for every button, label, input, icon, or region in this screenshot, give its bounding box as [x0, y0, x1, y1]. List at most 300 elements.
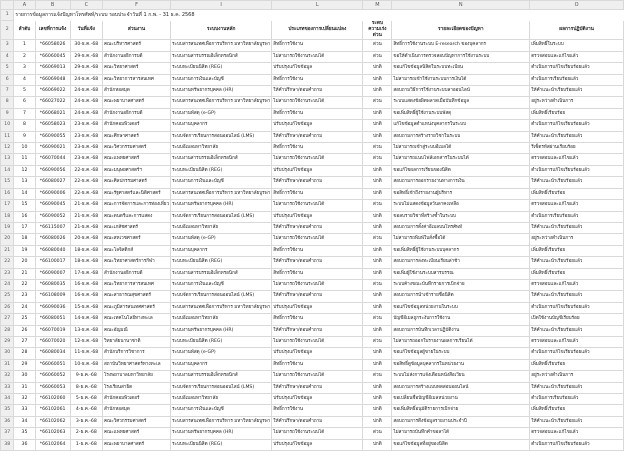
- table-cell[interactable]: 6: [14, 97, 35, 108]
- table-cell[interactable]: *66080051: [35, 314, 70, 325]
- row-header[interactable]: 12: [1, 143, 14, 154]
- table-cell[interactable]: 19: [14, 245, 35, 256]
- table-cell[interactable]: ระบบจัดการเรียนการสอนออนไลน์ (LMS): [171, 131, 272, 142]
- table-cell[interactable]: ปกติ: [363, 74, 392, 85]
- table-cell[interactable]: ด่วน: [363, 51, 392, 62]
- table-cell[interactable]: ปกติ: [363, 165, 392, 176]
- table-cell[interactable]: 3-ธ.ค.-68: [70, 416, 102, 427]
- table-cell[interactable]: คณะสหเวชศาสตร์: [102, 234, 170, 245]
- table-cell[interactable]: สถาบันวิทยาศาสตร์ทางทะเล: [102, 359, 170, 370]
- sheet-title[interactable]: รายการข้อมูลการแจ้งปัญหาโทรศัพท์/ระบบ รอบประจำวันที่ 1 ก.พ. - 31 ธ.ค. 2568: [14, 10, 624, 21]
- table-cell[interactable]: ดำเนินการเรียบร้อยแล้ว: [530, 211, 624, 222]
- table-cell[interactable]: 22: [14, 279, 35, 290]
- table-cell[interactable]: ขอเพิ่มสิทธิ์ผู้ใช้งานระบบพัสดุ: [392, 108, 530, 119]
- table-cell[interactable]: สิทธิ์การใช้งาน: [272, 188, 363, 199]
- table-cell[interactable]: ปกติ: [363, 120, 392, 131]
- table-cell[interactable]: ปรับปรุงแก้ไขข้อมูล: [272, 302, 363, 313]
- table-cell[interactable]: 10: [14, 143, 35, 154]
- table-cell[interactable]: ไม่สามารถเข้าใช้งานระบบการเงินได้: [392, 74, 530, 85]
- table-cell[interactable]: ปกติ: [363, 325, 392, 336]
- table-cell[interactable]: *66069022: [35, 86, 70, 97]
- table-cell[interactable]: ระบบไม่แสดงข้อมูลวันลาคงเหลือ: [392, 200, 530, 211]
- table-cell[interactable]: ให้คำแนะนำเรียบร้อยแล้ว: [530, 416, 624, 427]
- table-cell[interactable]: ด่วน: [363, 428, 392, 439]
- table-cell[interactable]: ขอแก้ไขข้อมูลหน่วยงานในระบบ: [392, 302, 530, 313]
- table-cell[interactable]: ปกติ: [363, 405, 392, 416]
- column-header[interactable]: C: [70, 1, 102, 10]
- table-cell[interactable]: ปกติ: [363, 211, 392, 222]
- table-cell[interactable]: 13-ธ.ค.-68: [70, 325, 102, 336]
- table-cell[interactable]: ไม่สามารถใช้งานระบบได้: [272, 51, 363, 62]
- table-cell[interactable]: สิทธิ์การใช้งาน: [272, 143, 363, 154]
- table-cell[interactable]: คณะการจัดการและการท่องเที่ยว: [102, 200, 170, 211]
- table-cell[interactable]: *66069013: [35, 63, 70, 74]
- table-cell[interactable]: ระบบงานสารบรรณอิเล็กทรอนิกส์: [171, 51, 272, 62]
- table-cell[interactable]: 21-ธ.ค.-68: [70, 211, 102, 222]
- table-cell[interactable]: ระบบงานบุคลากร: [171, 359, 272, 370]
- table-cell[interactable]: 16-ธ.ค.-68: [70, 291, 102, 302]
- table-cell[interactable]: 20-ธ.ค.-68: [70, 234, 102, 245]
- table-cell[interactable]: *66080026: [35, 234, 70, 245]
- table-cell[interactable]: ขอลบรายวิชาที่สร้างซ้ำในระบบ: [392, 211, 530, 222]
- table-cell[interactable]: ปกติ: [363, 188, 392, 199]
- table-cell[interactable]: 17-ธ.ค.-68: [70, 268, 102, 279]
- table-cell[interactable]: ดำเนินการแก้ไขเรียบร้อยแล้ว: [530, 302, 624, 313]
- table-cell[interactable]: ดำเนินการเรียบร้อยแล้ว: [530, 74, 624, 85]
- table-cell[interactable]: คณะมนุษยศาสตร์ฯ: [102, 165, 170, 176]
- table-cell[interactable]: ไม่สามารถใช้งานระบบได้: [272, 200, 363, 211]
- table-cell[interactable]: สำนักหอสมุด: [102, 405, 170, 416]
- table-cell[interactable]: ไม่สามารถใช้งานระบบได้: [272, 336, 363, 347]
- table-cell[interactable]: ปรับปรุงแก้ไขข้อมูล: [272, 439, 363, 450]
- table-cell[interactable]: ระบบงานสารบรรณอิเล็กทรอนิกส์: [171, 154, 272, 165]
- table-cell[interactable]: ระบบอีเมลมหาวิทยาลัย: [171, 222, 272, 233]
- row-header[interactable]: 25: [1, 291, 14, 302]
- table-cell[interactable]: *66102062: [35, 416, 70, 427]
- row-header[interactable]: 20: [1, 234, 14, 245]
- table-cell[interactable]: ดำเนินการแก้ไขเรียบร้อยแล้ว: [530, 439, 624, 450]
- header-cell[interactable]: ประเภทของการเปลี่ยนแปลง: [272, 21, 363, 40]
- table-cell[interactable]: สอบถามการสร้างแบบทดสอบออนไลน์: [392, 382, 530, 393]
- table-cell[interactable]: 27: [14, 336, 35, 347]
- table-cell[interactable]: 9: [14, 131, 35, 142]
- table-cell[interactable]: โรงเรียนสาธิต: [102, 382, 170, 393]
- table-cell[interactable]: *66027022: [35, 97, 70, 108]
- table-cell[interactable]: ให้คำปรึกษา/ตอบคำถาม: [272, 382, 363, 393]
- table-cell[interactable]: 8: [14, 120, 35, 131]
- table-cell[interactable]: ปกติ: [363, 63, 392, 74]
- table-cell[interactable]: เปิดใช้งานบัญชีเรียบร้อย: [530, 314, 624, 325]
- table-cell[interactable]: ปกติ: [363, 359, 392, 370]
- table-cell[interactable]: ปรับปรุงแก้ไขข้อมูล: [272, 348, 363, 359]
- table-cell[interactable]: *66100017: [35, 257, 70, 268]
- table-cell[interactable]: ไม่สามารถใช้งานระบบได้: [272, 154, 363, 165]
- table-cell[interactable]: 29: [14, 359, 35, 370]
- table-cell[interactable]: คณะแพทยศาสตร์: [102, 428, 170, 439]
- table-cell[interactable]: ปกติ: [363, 86, 392, 97]
- table-cell[interactable]: ไม่สามารถออกใบรายงานผลการเรียนได้: [392, 336, 530, 347]
- table-cell[interactable]: ระบบงานทรัพยากรบุคคล (HR): [171, 200, 272, 211]
- table-cell[interactable]: *66080034: [35, 348, 70, 359]
- table-cell[interactable]: 31: [14, 382, 35, 393]
- header-cell[interactable]: เลขที่การแจ้ง: [35, 21, 70, 40]
- table-cell[interactable]: 10-ธ.ค.-68: [70, 359, 102, 370]
- table-cell[interactable]: ระบบจัดการเรียนการสอนออนไลน์ (LMS): [171, 291, 272, 302]
- table-cell[interactable]: ระบบงานทรัพยากรบุคคล (HR): [171, 428, 272, 439]
- table-cell[interactable]: ระบบทะเบียนนิสิต (REG): [171, 336, 272, 347]
- table-cell[interactable]: ให้คำแนะนำเรียบร้อยแล้ว: [530, 131, 624, 142]
- table-cell[interactable]: *66060052: [35, 371, 70, 382]
- table-cell[interactable]: เพิ่มสิทธิ์เรียบร้อย: [530, 245, 624, 256]
- table-cell[interactable]: สิทธิ์การใช้งาน: [272, 108, 363, 119]
- table-cell[interactable]: 18-ธ.ค.-68: [70, 257, 102, 268]
- table-cell[interactable]: สิทธิ์การใช้งาน: [272, 40, 363, 51]
- table-cell[interactable]: 9-ธ.ค.-68: [70, 371, 102, 382]
- table-cell[interactable]: ขอให้ดำเนินการตรวจสอบปัญหาการใช้งานระบบ: [392, 51, 530, 62]
- table-cell[interactable]: 11: [14, 154, 35, 165]
- table-cell[interactable]: *66080040: [35, 245, 70, 256]
- table-cell[interactable]: บัญชีอีเมลถูกระงับการใช้งาน: [392, 314, 530, 325]
- table-cell[interactable]: ขอสิทธิ์ดูข้อมูลบุคลากรในหน่วยงาน: [392, 359, 530, 370]
- column-header[interactable]: A: [14, 1, 35, 10]
- table-cell[interactable]: ด่วน: [363, 97, 392, 108]
- table-cell[interactable]: ระบบสารสนเทศเพื่อการบริหาร มหาวิทยาลัยบูรพา: [171, 97, 272, 108]
- table-cell[interactable]: ไม่สามารถบันทึกคำขอลาได้: [392, 428, 530, 439]
- select-all-corner[interactable]: [1, 1, 14, 10]
- table-cell[interactable]: ด่วน: [363, 154, 392, 165]
- table-cell[interactable]: สอบถามการตั้งค่าอีเมลบนโทรศัพท์: [392, 222, 530, 233]
- table-cell[interactable]: *66090055: [35, 131, 70, 142]
- table-cell[interactable]: เพิ่มสิทธิ์เรียบร้อย: [530, 359, 624, 370]
- table-cell[interactable]: ขอเพิ่มสิทธิ์อนุมัติรายการเบิกจ่าย: [392, 405, 530, 416]
- table-cell[interactable]: คณะบริหารศาสตร์: [102, 40, 170, 51]
- table-cell[interactable]: 15-ธ.ค.-68: [70, 302, 102, 313]
- table-cell[interactable]: ดำเนินการเรียบร้อยแล้ว: [530, 394, 624, 405]
- table-cell[interactable]: คณะเทคโนโลยีทางทะเล: [102, 314, 170, 325]
- table-cell[interactable]: 29-ธ.ค.-68: [70, 51, 102, 62]
- table-cell[interactable]: คณะรัฐศาสตร์และนิติศาสตร์: [102, 188, 170, 199]
- row-header[interactable]: 2: [1, 21, 14, 40]
- row-header[interactable]: 38: [1, 439, 14, 450]
- row-header[interactable]: 6: [1, 74, 14, 85]
- table-cell[interactable]: คณะวิทยาศาสตร์: [102, 63, 170, 74]
- table-cell[interactable]: ให้คำปรึกษา/ตอบคำถาม: [272, 222, 363, 233]
- table-cell[interactable]: ให้คำปรึกษา/ตอบคำถาม: [272, 325, 363, 336]
- table-cell[interactable]: คณะวิทยาการสารสนเทศ: [102, 279, 170, 290]
- column-header[interactable]: O: [530, 1, 624, 10]
- table-cell[interactable]: ระบบอีเมลมหาวิทยาลัย: [171, 314, 272, 325]
- table-cell[interactable]: *66102060: [35, 394, 70, 405]
- table-cell[interactable]: 13: [14, 177, 35, 188]
- table-cell[interactable]: ระบบทะเบียนนิสิต (REG): [171, 257, 272, 268]
- table-cell[interactable]: 35: [14, 428, 35, 439]
- table-cell[interactable]: 17: [14, 222, 35, 233]
- table-cell[interactable]: ด่วน: [363, 336, 392, 347]
- table-cell[interactable]: สิทธิ์การใช้งาน: [272, 314, 363, 325]
- table-cell[interactable]: ปกติ: [363, 291, 392, 302]
- table-cell[interactable]: ขอสิทธิ์เข้าถึงรายงานผู้บริหาร: [392, 188, 530, 199]
- column-header[interactable]: N: [392, 1, 530, 10]
- table-cell[interactable]: ขอเปลี่ยนชื่อบัญชีอีเมลหน่วยงาน: [392, 394, 530, 405]
- table-cell[interactable]: ปรับปรุงแก้ไขข้อมูล: [272, 394, 363, 405]
- table-cell[interactable]: ปกติ: [363, 348, 392, 359]
- table-cell[interactable]: *66058026: [35, 40, 70, 51]
- table-cell[interactable]: ขอแก้ไขข้อมูลที่อยู่ของนิสิต: [392, 439, 530, 450]
- table-cell[interactable]: ตรวจสอบและแก้ไขแล้ว: [530, 51, 624, 62]
- column-header[interactable]: L: [272, 1, 363, 10]
- row-header[interactable]: 29: [1, 336, 14, 347]
- table-cell[interactable]: คณะวิศวกรรมศาสตร์: [102, 143, 170, 154]
- table-cell[interactable]: ระบบทะเบียนนิสิต (REG): [171, 439, 272, 450]
- table-cell[interactable]: ระบบจัดการเรียนการสอนออนไลน์ (LMS): [171, 382, 272, 393]
- table-cell[interactable]: ระบบงานสารบรรณอิเล็กทรอนิกส์: [171, 371, 272, 382]
- column-header[interactable]: M: [363, 1, 392, 10]
- table-cell[interactable]: *66060051: [35, 359, 70, 370]
- row-header[interactable]: 18: [1, 211, 14, 222]
- table-cell[interactable]: ระบบงานบุคลากร: [171, 120, 272, 131]
- row-header[interactable]: 3: [1, 40, 14, 51]
- table-cell[interactable]: แก้ไขข้อมูลตำแหน่งบุคลากรในระบบ: [392, 120, 530, 131]
- table-cell[interactable]: 5: [14, 86, 35, 97]
- table-cell[interactable]: ดำเนินการแก้ไขเรียบร้อยแล้ว: [530, 165, 624, 176]
- row-header[interactable]: 33: [1, 382, 14, 393]
- table-cell[interactable]: 23-ธ.ค.-68: [70, 120, 102, 131]
- table-cell[interactable]: เพิ่มสิทธิ์เรียบร้อย: [530, 268, 624, 279]
- table-cell[interactable]: สิทธิ์การใช้งาน: [272, 359, 363, 370]
- table-cell[interactable]: คณะพยาบาลศาสตร์: [102, 439, 170, 450]
- table-cell[interactable]: ระบบงานการเงินและบัญชี: [171, 74, 272, 85]
- table-cell[interactable]: ไม่สามารถแนบไฟล์เอกสารในระบบได้: [392, 154, 530, 165]
- column-header[interactable]: I: [171, 1, 272, 10]
- table-cell[interactable]: *66108009: [35, 291, 70, 302]
- row-header[interactable]: 35: [1, 405, 14, 416]
- table-cell[interactable]: ระบบทะเบียนนิสิต (REG): [171, 63, 272, 74]
- table-cell[interactable]: 24: [14, 302, 35, 313]
- table-cell[interactable]: ตรวจสอบและแก้ไขแล้ว: [530, 428, 624, 439]
- table-cell[interactable]: สอบถามวิธีการใช้งานระบบลาออนไลน์: [392, 86, 530, 97]
- table-cell[interactable]: ระบบทะเบียนนิสิต (REG): [171, 165, 272, 176]
- row-header[interactable]: 1: [1, 10, 14, 21]
- header-cell[interactable]: รายละเอียดของปัญหา: [392, 21, 530, 40]
- table-cell[interactable]: 23-ธ.ค.-68: [70, 143, 102, 154]
- header-cell[interactable]: ระบบงานหลัก: [171, 21, 272, 40]
- table-cell[interactable]: *66080027: [35, 177, 70, 188]
- table-cell[interactable]: ให้คำปรึกษา/ตอบคำถาม: [272, 291, 363, 302]
- table-cell[interactable]: อยู่ระหว่างดำเนินการ: [530, 234, 624, 245]
- table-cell[interactable]: 12: [14, 165, 35, 176]
- table-cell[interactable]: ตรวจสอบและแก้ไขแล้ว: [530, 336, 624, 347]
- table-cell[interactable]: *66090052: [35, 211, 70, 222]
- table-cell[interactable]: คณะสาธารณสุขศาสตร์: [102, 291, 170, 302]
- row-header[interactable]: 11: [1, 131, 14, 142]
- table-cell[interactable]: *66090021: [35, 143, 70, 154]
- table-cell[interactable]: *66115007: [35, 222, 70, 233]
- table-cell[interactable]: เพิ่มสิทธิ์ในระบบ: [530, 40, 624, 51]
- table-cell[interactable]: *66090006: [35, 188, 70, 199]
- table-cell[interactable]: เพิ่มสิทธิ์เรียบร้อย: [530, 405, 624, 416]
- row-header[interactable]: 7: [1, 86, 14, 97]
- table-cell[interactable]: ดำเนินการแก้ไขเรียบร้อยแล้ว: [530, 120, 624, 131]
- table-cell[interactable]: *66070019: [35, 325, 70, 336]
- table-cell[interactable]: 22-ธ.ค.-68: [70, 165, 102, 176]
- table-cell[interactable]: ระบบงานพัสดุ (e-GP): [171, 108, 272, 119]
- table-cell[interactable]: 23-ธ.ค.-68: [70, 131, 102, 142]
- table-cell[interactable]: ให้คำแนะนำเรียบร้อยแล้ว: [530, 86, 624, 97]
- table-cell[interactable]: ปกติ: [363, 222, 392, 233]
- table-cell[interactable]: 32: [14, 394, 35, 405]
- row-header[interactable]: 30: [1, 348, 14, 359]
- table-cell[interactable]: 8-ธ.ค.-68: [70, 382, 102, 393]
- row-header[interactable]: 17: [1, 200, 14, 211]
- table-cell[interactable]: 1-ธ.ค.-68: [70, 439, 102, 450]
- table-cell[interactable]: สอบถามการบันทึกเวลาปฏิบัติงาน: [392, 325, 530, 336]
- table-cell[interactable]: 25: [14, 314, 35, 325]
- table-cell[interactable]: สิทธิ์การใช้งาน: [272, 268, 363, 279]
- table-cell[interactable]: สอบถามการนำเข้ารายชื่อนิสิต: [392, 291, 530, 302]
- table-cell[interactable]: *66090036: [35, 302, 70, 313]
- table-cell[interactable]: ระบบไม่ส่งการแจ้งเตือนหนังสือเวียน: [392, 371, 530, 382]
- row-header[interactable]: 8: [1, 97, 14, 108]
- table-cell[interactable]: ด่วน: [363, 200, 392, 211]
- table-cell[interactable]: *66060045: [35, 51, 70, 62]
- table-cell[interactable]: คณะวิศวกรรมศาสตร์: [102, 416, 170, 427]
- table-cell[interactable]: *66070020: [35, 336, 70, 347]
- table-cell[interactable]: คณะโลจิสติกส์: [102, 245, 170, 256]
- row-header[interactable]: 15: [1, 177, 14, 188]
- table-cell[interactable]: ไม่สามารถใช้งานระบบได้: [272, 234, 363, 245]
- row-header[interactable]: 23: [1, 268, 14, 279]
- table-cell[interactable]: ระบบงานทรัพยากรบุคคล (HR): [171, 325, 272, 336]
- table-cell[interactable]: คณะพยาบาลศาสตร์: [102, 97, 170, 108]
- table-cell[interactable]: ไม่สามารถพิมพ์ใบสั่งซื้อได้: [392, 234, 530, 245]
- table-cell[interactable]: สอบถามการสร้างรายวิชาในระบบ: [392, 131, 530, 142]
- table-cell[interactable]: 22-ธ.ค.-68: [70, 188, 102, 199]
- table-cell[interactable]: ไม่สามารถใช้งานระบบได้: [272, 428, 363, 439]
- row-header[interactable]: 31: [1, 359, 14, 370]
- table-cell[interactable]: 3: [14, 63, 35, 74]
- table-cell[interactable]: ระบบงานทรัพยากรบุคคล (HR): [171, 86, 272, 97]
- row-header[interactable]: 22: [1, 257, 14, 268]
- table-cell[interactable]: ระบบงานพัสดุ (e-GP): [171, 234, 272, 245]
- table-cell[interactable]: สิทธิ์การใช้งาน: [272, 405, 363, 416]
- table-cell[interactable]: 2: [14, 51, 35, 62]
- table-cell[interactable]: สิทธิ์การใช้งานระบบ E-research ของบุคลากร: [392, 40, 530, 51]
- table-cell[interactable]: สิทธิ์การใช้งาน: [272, 74, 363, 85]
- row-header[interactable]: 5: [1, 63, 14, 74]
- table-cell[interactable]: 14: [14, 188, 35, 199]
- table-cell[interactable]: ปรับปรุงแก้ไขข้อมูล: [272, 165, 363, 176]
- table-cell[interactable]: *66080035: [35, 279, 70, 290]
- table-cell[interactable]: 18-ธ.ค.-68: [70, 245, 102, 256]
- table-cell[interactable]: 5-ธ.ค.-68: [70, 394, 102, 405]
- table-cell[interactable]: ขอแก้ไขข้อมูลผู้ขายในระบบ: [392, 348, 530, 359]
- table-cell[interactable]: ปกติ: [363, 177, 392, 188]
- table-cell[interactable]: ปกติ: [363, 439, 392, 450]
- table-cell[interactable]: คณะอัญมณี: [102, 325, 170, 336]
- table-cell[interactable]: ให้คำแนะนำเรียบร้อยแล้ว: [530, 257, 624, 268]
- column-header[interactable]: B: [35, 1, 70, 10]
- table-cell[interactable]: 20: [14, 257, 35, 268]
- table-cell[interactable]: ดำเนินการแก้ไขเรียบร้อยแล้ว: [530, 63, 624, 74]
- table-cell[interactable]: ไม่สามารถเข้าสู่ระบบอีเมลได้: [392, 143, 530, 154]
- table-cell[interactable]: ปรับปรุงแก้ไขข้อมูล: [272, 120, 363, 131]
- row-header[interactable]: 16: [1, 188, 14, 199]
- row-header[interactable]: 24: [1, 279, 14, 290]
- table-cell[interactable]: สอบถามการลงทะเบียนเรียนล่าช้า: [392, 257, 530, 268]
- table-cell[interactable]: สำนักงานอธิการบดี: [102, 268, 170, 279]
- table-cell[interactable]: 23: [14, 291, 35, 302]
- table-cell[interactable]: สำนักบริการวิชาการ: [102, 348, 170, 359]
- table-cell[interactable]: ให้คำปรึกษา/ตอบคำถาม: [272, 177, 363, 188]
- table-cell[interactable]: ไม่สามารถใช้งานระบบได้: [272, 279, 363, 290]
- table-cell[interactable]: *66068021: [35, 108, 70, 119]
- table-cell[interactable]: 33: [14, 405, 35, 416]
- table-cell[interactable]: ด่วน: [363, 143, 392, 154]
- table-cell[interactable]: เพิ่มสิทธิ์เรียบร้อย: [530, 188, 624, 199]
- table-cell[interactable]: คณะศิลปกรรมศาสตร์: [102, 177, 170, 188]
- table-cell[interactable]: 2-ธ.ค.-68: [70, 428, 102, 439]
- table-cell[interactable]: 16: [14, 211, 35, 222]
- header-cell[interactable]: ส่วนงาน: [102, 21, 170, 40]
- row-header[interactable]: 21: [1, 245, 14, 256]
- table-cell[interactable]: ระบบงานสารบรรณอิเล็กทรอนิกส์: [171, 268, 272, 279]
- table-cell[interactable]: *66102064: [35, 439, 70, 450]
- table-cell[interactable]: ปรับปรุงแก้ไขข้อมูล: [272, 63, 363, 74]
- table-cell[interactable]: ปกติ: [363, 245, 392, 256]
- table-cell[interactable]: 22-ธ.ค.-68: [70, 177, 102, 188]
- table-cell[interactable]: ปกติ: [363, 394, 392, 405]
- table-cell[interactable]: *66058023: [35, 120, 70, 131]
- table-cell[interactable]: ดำเนินการแก้ไขเรียบร้อยแล้ว: [530, 348, 624, 359]
- table-cell[interactable]: ปกติ: [363, 268, 392, 279]
- table-cell[interactable]: ระบบอีเมลมหาวิทยาลัย: [171, 394, 272, 405]
- table-cell[interactable]: 7: [14, 108, 35, 119]
- table-cell[interactable]: ระบบงานการเงินและบัญชี: [171, 405, 272, 416]
- table-cell[interactable]: ให้คำปรึกษา/ตอบคำถาม: [272, 416, 363, 427]
- table-cell[interactable]: 34: [14, 416, 35, 427]
- row-header[interactable]: 10: [1, 120, 14, 131]
- table-cell[interactable]: ระบบสารสนเทศเพื่อการบริหาร มหาวิทยาลัยบูรพา: [171, 40, 272, 51]
- table-cell[interactable]: ระบบแสดงข้อผิดพลาดเมื่อบันทึกข้อมูล: [392, 97, 530, 108]
- table-cell[interactable]: ปกติ: [363, 302, 392, 313]
- table-cell[interactable]: ด่วน: [363, 371, 392, 382]
- table-cell[interactable]: 24-ธ.ค.-68: [70, 97, 102, 108]
- table-cell[interactable]: *66069048: [35, 74, 70, 85]
- table-cell[interactable]: 21: [14, 268, 35, 279]
- table-cell[interactable]: ให้คำแนะนำเรียบร้อยแล้ว: [530, 291, 624, 302]
- table-cell[interactable]: ให้คำแนะนำเรียบร้อยแล้ว: [530, 382, 624, 393]
- table-cell[interactable]: ไม่สามารถใช้งานระบบได้: [272, 371, 363, 382]
- table-cell[interactable]: 24-ธ.ค.-68: [70, 108, 102, 119]
- header-cell[interactable]: วันที่แจ้ง: [70, 21, 102, 40]
- table-cell[interactable]: ปกติ: [363, 257, 392, 268]
- table-cell[interactable]: *66060053: [35, 382, 70, 393]
- table-cell[interactable]: ระบบค้างขณะบันทึกรายการเบิกจ่าย: [392, 279, 530, 290]
- table-cell[interactable]: ด่วน: [363, 40, 392, 51]
- table-cell[interactable]: อยู่ระหว่างดำเนินการ: [530, 371, 624, 382]
- column-header[interactable]: F: [102, 1, 170, 10]
- table-cell[interactable]: สำนักงานอธิการบดี: [102, 51, 170, 62]
- row-header[interactable]: 36: [1, 416, 14, 427]
- row-header[interactable]: 19: [1, 222, 14, 233]
- table-cell[interactable]: สำนักคอมพิวเตอร์: [102, 394, 170, 405]
- row-header[interactable]: 13: [1, 154, 14, 165]
- table-cell[interactable]: ปกติ: [363, 131, 392, 142]
- table-cell[interactable]: *66090056: [35, 165, 70, 176]
- row-header[interactable]: 26: [1, 302, 14, 313]
- table-cell[interactable]: ขอแก้ไขผลการเรียนของนิสิต: [392, 165, 530, 176]
- table-cell[interactable]: ให้คำปรึกษา/ตอบคำถาม: [272, 257, 363, 268]
